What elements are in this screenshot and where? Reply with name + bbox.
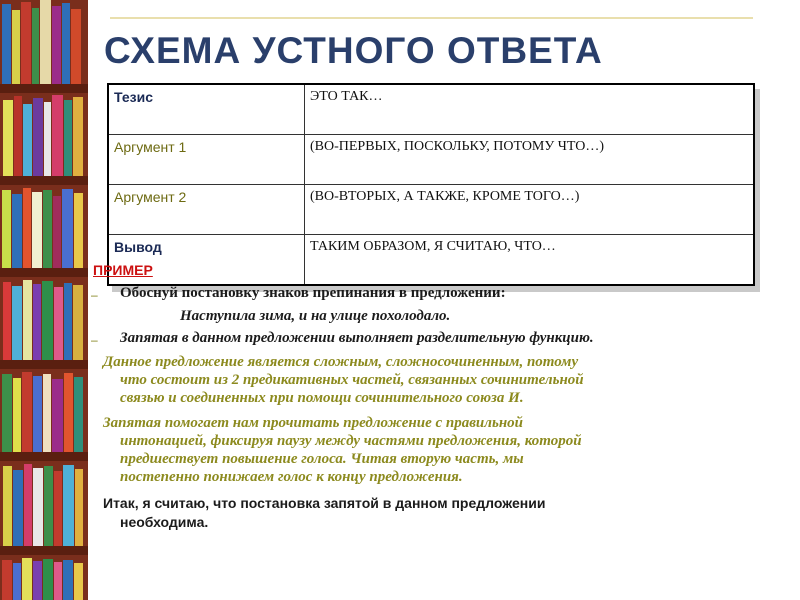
paragraph-line: что состоит из 2 предикативных частей, связанных сочинительной: [120, 372, 584, 388]
row-key-thesis: Тезис: [108, 84, 305, 135]
example-label: ПРИМЕР: [93, 262, 153, 278]
row-value-conclusion: ТАКИМ ОБРАЗОМ, Я СЧИТАЮ, ЧТО…: [305, 235, 755, 286]
row-key-argument-2: Аргумент 2: [108, 185, 305, 235]
row-key-conclusion: Вывод: [108, 235, 305, 286]
page-title: СХЕМА УСТНОГО ОТВЕТА: [104, 30, 603, 71]
paragraph-line: постепенно понижаем голос к концу предложения.: [120, 469, 463, 485]
analysis-paragraph: [103, 353, 584, 407]
top-divider: [110, 17, 753, 19]
paragraph-line: Итак, я считаю, что постановка запятой в данном предложении: [103, 495, 546, 511]
table-row: [108, 135, 754, 185]
task-text: Обоснуй постановку знаков препинания в предложении:: [120, 285, 506, 301]
intonation-paragraph: [103, 414, 582, 486]
row-key-argument-1: Аргумент 1: [108, 135, 305, 185]
row-value-argument-1: (ВО-ПЕРВЫХ, ПОСКОЛЬКУ, ПОТОМУ ЧТО…): [305, 135, 755, 185]
bullet-dash-icon: –: [91, 288, 98, 302]
paragraph-line: предшествует повышение голоса. Читая вторую часть, мы: [120, 451, 524, 467]
row-value-thesis: ЭТО ТАК…: [305, 84, 755, 135]
conclusion-paragraph: [103, 494, 545, 532]
table-row: [108, 84, 754, 135]
paragraph-line: Данное предложение является сложным, сложносочиненным, потому: [103, 354, 579, 370]
paragraph-line: интонацией, фиксируя паузу между частями предложения, которой: [120, 433, 582, 449]
table-row: [108, 185, 754, 235]
paragraph-line: необходима.: [120, 514, 209, 530]
bullet-dash-icon: –: [91, 333, 98, 347]
paragraph-line: связью и соединенных при помощи сочинительного союза И.: [120, 390, 524, 406]
row-value-argument-2: (ВО-ВТОРЫХ, А ТАКЖЕ, КРОМЕ ТОГО…): [305, 185, 755, 235]
table-row: [108, 235, 754, 286]
answer-scheme-table: [107, 83, 755, 286]
example-sentence: Наступила зима, и на улице похолодало.: [180, 308, 451, 324]
paragraph-line: Запятая помогает нам прочитать предложение с правильной: [103, 415, 523, 431]
bookshelf-image: [0, 0, 88, 600]
comma-function-text: Запятая в данном предложении выполняет разделительную функцию.: [120, 330, 594, 346]
